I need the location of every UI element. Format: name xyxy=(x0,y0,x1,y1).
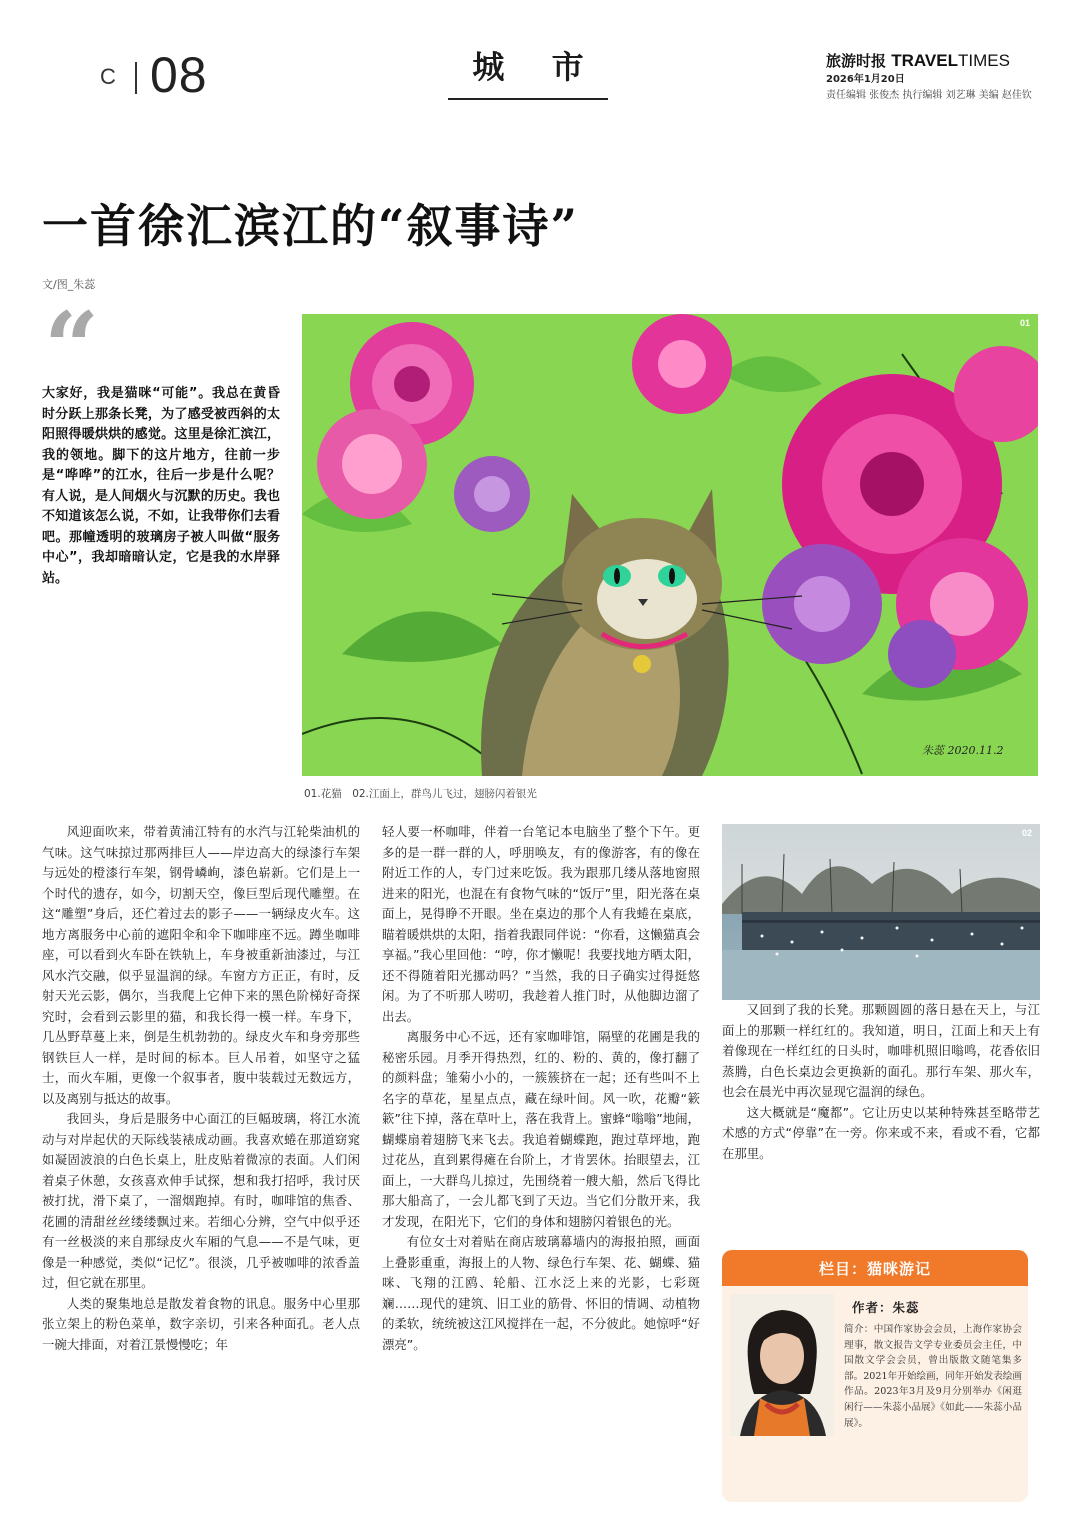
paragraph: 又回到了我的长凳。那颗圆圆的落日悬在天上，与江面上的那颗一样红红的。我知道，明日，江面上和天上有着像现在一样红红的日头时，咖啡机照旧嗡鸣，花香依旧蒸腾，白色长桌边会更换新的面孔。那行车架、那火车，也会在晨光中再次显现它温润的绿色。 xyxy=(722,1002,1040,1099)
page-divider xyxy=(135,62,137,94)
author-portrait-illustration xyxy=(730,1294,834,1436)
article-headline: 一首徐汇滨江的“叙事诗” xyxy=(42,199,579,253)
article-column-3 xyxy=(722,1000,1040,1164)
author-name: 作者：朱蕊 xyxy=(852,1300,920,1315)
image-number-01: 01 xyxy=(1019,318,1030,328)
paragraph: 有位女士对着贴在商店玻璃幕墙内的海报拍照，画面上叠影重重，海报上的人物、绿色行车架、花、蝴蝶、猫咪、飞翔的江鸥、轮船、江水泛上来的光影，七彩斑斓……现代的建筑、旧工业的筋骨、怀旧的情调、动植物的柔软，统统被这江风搅拌在一起，不分彼此。她惊呼“好漂亮”。 xyxy=(382,1234,700,1352)
article-lead: 大家好，我是猫咪“可能”。我总在黄昏时分跃上那条长凳，为了感受被西斜的太阳照得暖烘烘的感觉。这里是徐汇滨江，我的领地。脚下的这片地方，往前一步是“哗哗”的江水，往后一步是什么呢？有人说，是人间烟火与沉默的历史。我也不知道该怎么说，不如，让我带你们去看吧。那幢透明的玻璃房子被人叫做“服务中心”，我却暗暗认定，它是我的水岸驿站。 xyxy=(42,386,280,586)
paragraph: 离服务中心不远，还有家咖啡馆，隔壁的花圃是我的秘密乐园。月季开得热烈，红的、粉的、黄的，像打翻了的颜料盘；雏菊小小的，一簇簇挤在一起；还有些叫不上名字的草花，星星点点，藏在绿叶间。风一吹，花瓣“簌簌”往下掉，落在草叶上，落在我背上。蜜蜂“嗡嗡”地闹，蝴蝶扇着翅膀飞来飞去。我追着蝴蝶跑，跑过草坪地，跑过花丛，直到累得瘫在台阶上，才肯罢休。抬眼望去，江面上，一大群鸟儿掠过，先围绕着一艘大船，然后飞得比那大船高了，一会儿都飞到了天边。当它们分散开来，我才发现，在阳光下，它们的身体和翅膀闪着银色的光。 xyxy=(382,1029,700,1229)
quote-mark-icon: “ xyxy=(44,291,100,404)
painting-signature: 朱蕊 2020.11.2 xyxy=(922,744,1004,757)
section-title: 城 市 xyxy=(472,48,602,86)
paragraph: 风迎面吹来，带着黄浦江特有的水汽与江轮柴油机的气味。这气味掠过那两排巨人——岸边高大的绿漆行车架与远处的橙漆行车架，钢骨嶙峋，漆色崭新。它们是上一个时代的遗存，如今，切割天空，像巨型后现代雕塑。在这“雕塑”身后，还伫着过去的影子——一辆绿皮火车。这地方离服务中心前的遮阳伞和伞下咖啡座不远。蹲坐咖啡座，可以看到火车卧在铁轨上，车身被重新油漆过，与江风水汽交融，似乎显温润的绿。车窗方方正正，有时，反射天光云影，偶尔，当我爬上它伸下来的黑色阶梯好奇探究时，会看到云影里的猫，和我长得一模一样。车身下，几丛野草蔓上来，倒是生机勃勃的。绿皮火车和身旁那些钢铁巨人一样，是时间的标本。巨人吊着，如坚守之猛士，而火车厢，更像一个叙事者，腹中装载过无数远方，以及离别与抵达的故事。 xyxy=(42,824,360,1106)
page-section-letter: C xyxy=(100,64,122,89)
masthead xyxy=(826,50,1010,71)
editor-credits: 责任编辑 张俊杰 执行编辑 刘艺琳 美编 赵佳钦 xyxy=(826,90,1032,101)
paragraph: 轻人要一杯咖啡，伴着一台笔记本电脑坐了整个下午。更多的是一群一群的人，呼朋唤友，有的像游客，有的像在附近工作的人，专门过来吃饭。我为跟那几缕从落地窗照进来的阳光，也混在有食物气味的“饭厅”里，阳光落在桌面上，晃得睁不开眼。坐在桌边的那个人有我蜷在桌底，瞄着暖烘烘的太阳，指着我跟同伴说：“你看，这懒猫真会享福。”我心里回他：“哼，你才懒呢！我要找地方晒太阳，还不得随着阳光挪动吗？”当然，我的日子确实过得挺悠闲。为了不听那人唠叨，我趁着人推门时，从他脚边溜了出去。 xyxy=(382,824,700,1024)
masthead-en-bold: TRAVEL xyxy=(891,51,958,70)
cat-painting-illustration xyxy=(302,314,1038,776)
river-birds-illustration xyxy=(722,824,1040,1000)
columnist-box-title: 栏目：猫咪游记 xyxy=(818,1260,931,1278)
columnist-box xyxy=(722,1250,1028,1502)
paragraph: 我回头，身后是服务中心面江的巨幅玻璃，将江水流动与对岸起伏的天际线装裱成动画。我喜欢蜷在那道窈窕如凝固波浪的白色长桌上，肚皮贴着微凉的表面。人们闲着桌子休憩，女孩喜欢伸手试探，想和我打招呼，我讨厌被打扰，滑下桌了，一溜烟跑掉。有时，咖啡馆的焦香、花圃的清甜丝丝缕缕飘过来。若细心分辨，空气中似乎还有一丝极淡的来自那绿皮火车厢的气息——不是气味，更像是一种感觉，类似“记忆”。很淡，几乎被咖啡的浓香盖过，但它就在那里。 xyxy=(42,1111,360,1290)
masthead-cn: 旅游时报 xyxy=(826,52,887,70)
issue-date: 2026年1月20日 xyxy=(826,74,905,85)
image-number-02: 02 xyxy=(1021,828,1032,838)
river-photo-image xyxy=(722,824,1040,1000)
paragraph: 这大概就是“魔都”。它让历史以某种特殊甚至略带艺术感的方式“停靠”在一旁。你来或不来，看或不看，它都在那里。 xyxy=(722,1104,1040,1161)
cat-painting-image xyxy=(302,314,1038,776)
image-caption: 01.花猫 02.江面上，群鸟儿飞过，翅膀闪着银光 xyxy=(304,788,537,800)
page-number: 08 xyxy=(150,47,208,103)
article-column-2 xyxy=(382,822,700,1355)
article-column-1 xyxy=(42,822,360,1355)
paragraph: 人类的聚集地总是散发着食物的讯息。服务中心里那张立架上的粉色菜单，数字亲切，引来各种面孔。老人点一碗大排面，对着江景慢慢吃；年 xyxy=(42,1295,360,1352)
section-underline xyxy=(448,98,608,100)
article-byline: 文/图_朱蕊 xyxy=(42,278,96,291)
author-bio: 简介：中国作家协会会员，上海作家协会理事，散文报告文学专业委员会主任，中国散文学会会员，曾出版散文随笔集多部。2021年开始绘画，同年开始发表绘画作品。2023年3月及9月分别举办《闲逛闲行——朱蕊小品展》《如此——朱蕊小品展》。 xyxy=(844,1324,1022,1429)
masthead-en-thin: TIMES xyxy=(958,51,1010,70)
author-portrait xyxy=(730,1294,834,1436)
